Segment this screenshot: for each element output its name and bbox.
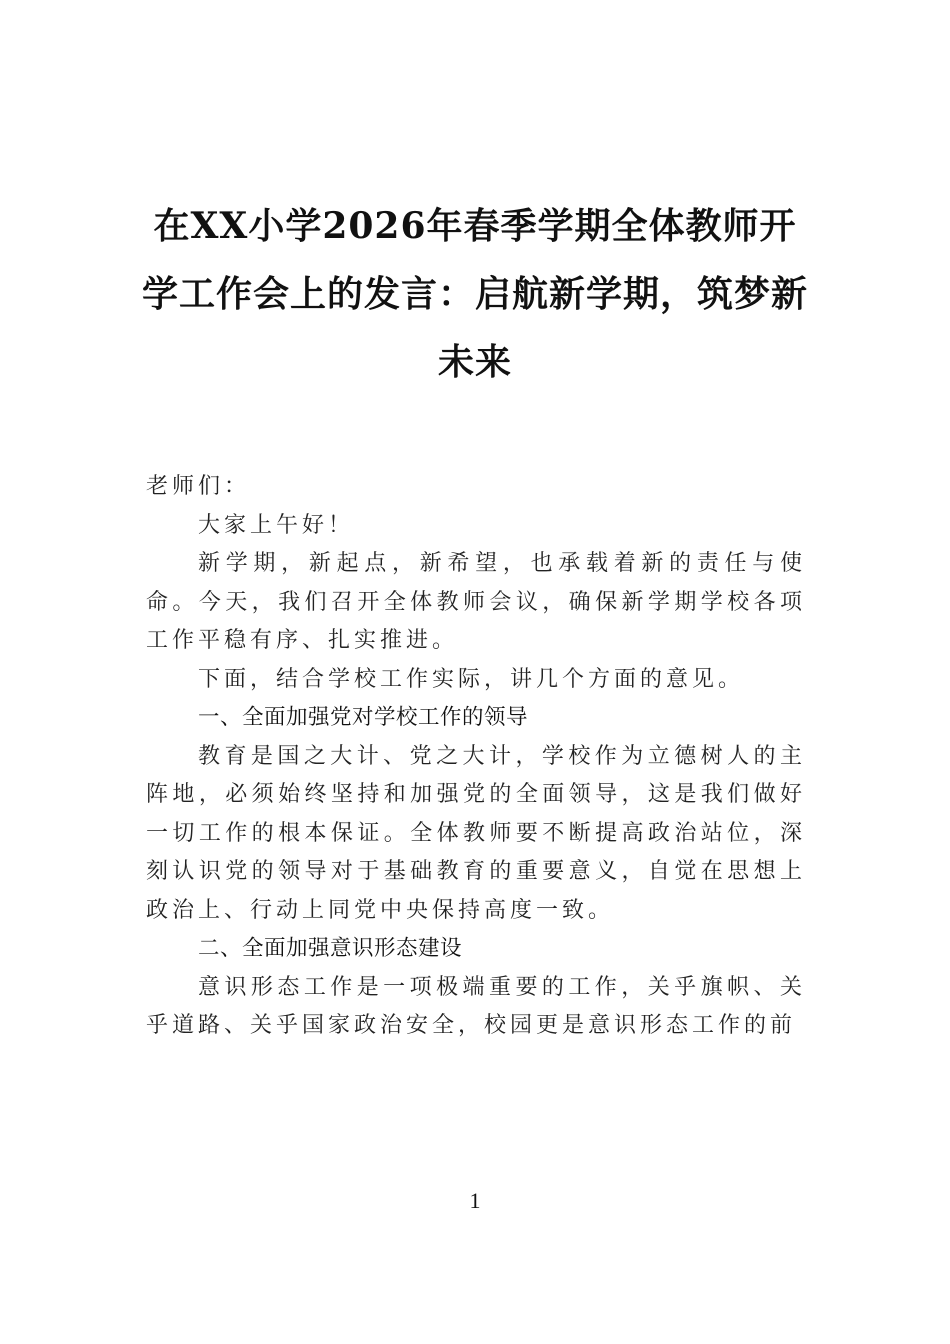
section-paragraph: 教育是国之大计、党之大计，学校作为立德树人的主阵地，必须始终坚持和加强党的全面领导，这是我们做好一切工作的根本保证。全体教师要不断提高政治站位，深刻认识党的领导对于基础教育的重要意义，自觉在思想上政治上、行动上同党中央保持高度一致。 — [146, 743, 806, 923]
document-body — [146, 468, 806, 1046]
salutation: 老师们： — [146, 474, 251, 499]
page-number: 1 — [469, 1188, 481, 1213]
section-heading: 一、全面加强党对学校工作的领导 — [198, 705, 529, 730]
paragraph: 下面，结合学校工作实际，讲几个方面的意见。 — [198, 666, 745, 692]
section-heading: 二、全面加强意识形态建设 — [198, 936, 463, 961]
paragraph: 新学期，新起点，新希望，也承载着新的责任与使命。今天，我们召开全体教师会议，确保新学期学校各项工作平稳有序、扎实推进。 — [146, 551, 806, 653]
section-paragraph: 意识形态工作是一项极端重要的工作，关乎旗帜、关乎道路、关乎国家政治安全，校园更是意识形态工作的前 — [146, 974, 806, 1038]
document-title: 在XX小学2026年春季学期全体教师开学工作会上的发言：启航新学期，筑梦新未来 — [141, 205, 808, 383]
greeting: 大家上午好！ — [198, 512, 355, 538]
